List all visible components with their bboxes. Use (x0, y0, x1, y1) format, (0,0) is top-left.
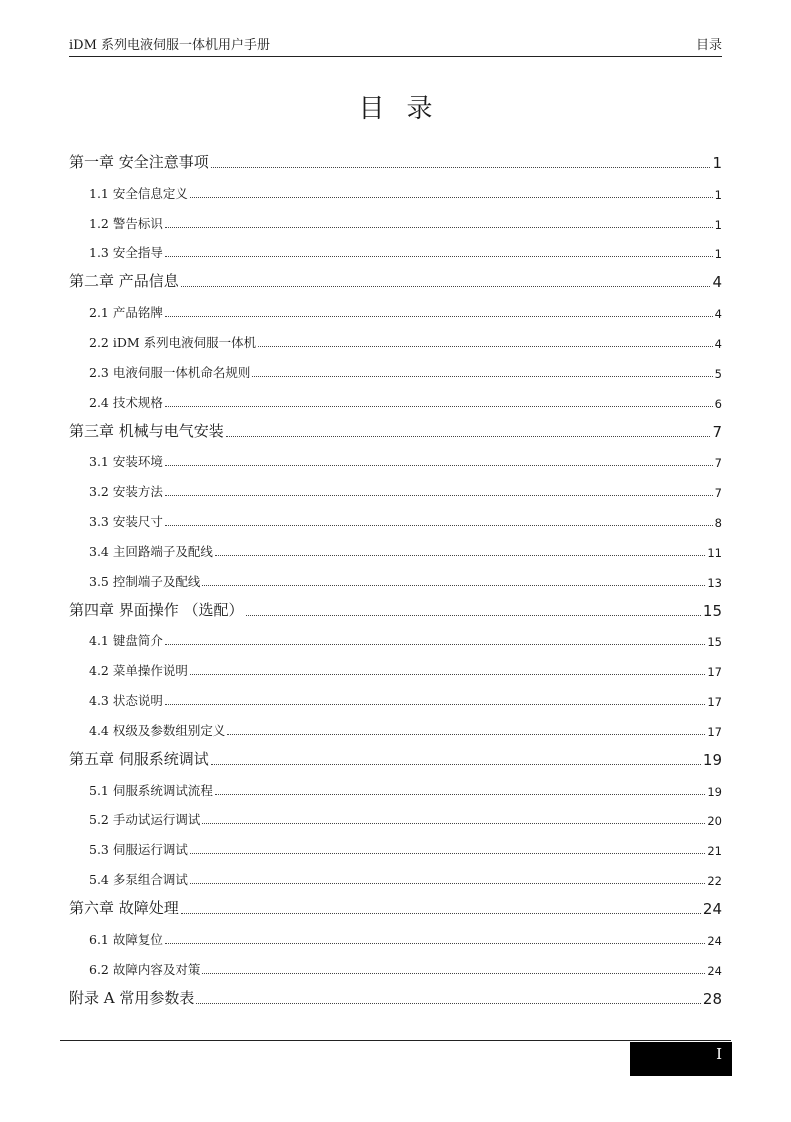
toc-section-entry[interactable] (69, 357, 722, 387)
toc-entry-page: 4 (714, 307, 722, 322)
toc-entry-label: 1.1 安全信息定义 (89, 185, 188, 201)
dot-leader (252, 375, 712, 377)
toc-entry-label: 1.3 安全指导 (89, 245, 163, 261)
dot-leader (202, 584, 705, 586)
toc-entry-label: 4.3 状态说明 (89, 692, 163, 708)
toc-section-entry[interactable] (69, 536, 722, 566)
dot-leader (165, 464, 713, 466)
toc-entry-page: 1 (714, 187, 722, 202)
toc-chapter-entry[interactable] (69, 148, 722, 178)
toc-entry-page: 1 (714, 247, 722, 262)
toc-entry-page: 1 (714, 217, 722, 232)
toc-entry-label: 3.3 安装尺寸 (89, 513, 163, 529)
toc-entry-label: 2.1 产品铭牌 (89, 305, 163, 321)
toc-entry-label: 5.2 手动试运行调试 (89, 812, 201, 828)
toc-entry-page: 19 (702, 750, 722, 769)
toc-entry-page: 4 (714, 336, 722, 351)
dot-leader (211, 763, 701, 765)
toc-entry-label: 6.1 故障复位 (89, 931, 163, 947)
toc-entry-page: 7 (714, 486, 722, 501)
header-doc-title: iDM 系列电液伺服一体机用户手册 (69, 38, 271, 53)
page-number: I (716, 1045, 722, 1063)
toc-section-entry[interactable] (69, 327, 722, 357)
dot-leader (215, 793, 706, 795)
toc-entry-label: 第五章 伺服系统调试 (69, 749, 209, 768)
toc-section-entry[interactable] (69, 954, 722, 984)
toc-section-entry[interactable] (69, 238, 722, 268)
toc-entry-label: 第四章 界面操作 （选配） (69, 600, 244, 619)
toc-entry-page: 28 (702, 989, 722, 1008)
toc-entry-label: 6.2 故障内容及对策 (89, 961, 201, 977)
toc-entry-page: 24 (707, 963, 722, 978)
footer-divider (60, 1040, 731, 1041)
table-of-contents (69, 148, 722, 1014)
toc-section-entry[interactable] (69, 685, 722, 715)
dot-leader (202, 972, 705, 974)
toc-entry-page: 8 (714, 515, 722, 530)
toc-entry-label: 附录 A 常用参数表 (69, 988, 195, 1007)
toc-entry-page: 17 (707, 724, 722, 739)
toc-entry-page: 7 (714, 456, 722, 471)
toc-entry-page: 15 (702, 601, 722, 620)
toc-entry-label: 2.2 iDM 系列电液伺服一体机 (89, 334, 257, 350)
toc-entry-page: 7 (712, 422, 722, 441)
toc-section-entry[interactable] (69, 506, 722, 536)
dot-leader (165, 643, 706, 645)
dot-leader (181, 285, 711, 287)
toc-entry-label: 2.3 电液伺服一体机命名规则 (89, 364, 251, 380)
dot-leader (165, 405, 713, 407)
toc-entry-label: 4.2 菜单操作说明 (89, 663, 188, 679)
dot-leader (190, 196, 713, 198)
toc-section-entry[interactable] (69, 208, 722, 238)
toc-section-entry[interactable] (69, 178, 722, 208)
toc-section-entry[interactable] (69, 924, 722, 954)
toc-section-entry[interactable] (69, 566, 722, 596)
toc-section-entry[interactable] (69, 864, 722, 894)
page-title: 目录 (358, 94, 455, 124)
toc-entry-label: 5.3 伺服运行调试 (89, 842, 188, 858)
toc-chapter-entry[interactable] (69, 984, 722, 1014)
toc-entry-page: 1 (712, 154, 722, 172)
toc-entry-label: 第一章 安全注意事项 (69, 153, 209, 171)
dot-leader (215, 554, 706, 556)
dot-leader (165, 255, 713, 257)
toc-entry-page: 24 (707, 933, 722, 948)
dot-leader (190, 882, 706, 884)
toc-entry-page: 4 (712, 273, 722, 292)
dot-leader (165, 703, 706, 705)
dot-leader (190, 852, 706, 854)
dot-leader (165, 942, 706, 944)
toc-entry-page: 17 (707, 694, 722, 709)
toc-chapter-entry[interactable] (69, 596, 722, 626)
toc-section-entry[interactable] (69, 626, 722, 656)
toc-section-entry[interactable] (69, 715, 722, 745)
toc-entry-label: 第六章 故障处理 (69, 898, 179, 917)
toc-entry-label: 3.2 安装方法 (89, 484, 163, 500)
toc-entry-label: 3.5 控制端子及配线 (89, 573, 201, 589)
page-number-box (630, 1042, 732, 1076)
dot-leader (165, 315, 713, 317)
toc-entry-page: 13 (707, 575, 722, 590)
toc-entry-page: 21 (707, 844, 722, 859)
toc-entry-page: 24 (702, 899, 722, 918)
dot-leader (227, 733, 705, 735)
toc-entry-page: 17 (707, 665, 722, 680)
toc-section-entry[interactable] (69, 447, 722, 477)
toc-entry-page: 6 (714, 396, 722, 411)
dot-leader (165, 524, 713, 526)
dot-leader (190, 673, 706, 675)
toc-section-entry[interactable] (69, 775, 722, 805)
toc-entry-label: 5.4 多泵组合调试 (89, 871, 188, 887)
toc-entry-page: 11 (707, 545, 722, 560)
toc-entry-label: 4.1 键盘简介 (89, 633, 163, 649)
toc-section-entry[interactable] (69, 476, 722, 506)
dot-leader (226, 435, 711, 437)
toc-entry-label: 1.2 警告标识 (89, 215, 163, 231)
dot-leader (258, 345, 713, 347)
toc-section-entry[interactable] (69, 834, 722, 864)
header-section-title: 目录 (695, 38, 722, 53)
toc-section-entry[interactable] (69, 387, 722, 417)
dot-leader (246, 614, 701, 616)
toc-entry-label: 4.4 权级及参数组别定义 (89, 722, 226, 738)
dot-leader (211, 166, 711, 168)
toc-entry-label: 第二章 产品信息 (69, 272, 179, 291)
dot-leader (165, 226, 713, 228)
dot-leader (165, 494, 713, 496)
toc-chapter-entry[interactable] (69, 267, 722, 297)
toc-entry-page: 19 (707, 784, 722, 799)
toc-chapter-entry[interactable] (69, 417, 722, 447)
page-header (69, 36, 722, 57)
toc-entry-label: 第三章 机械与电气安装 (69, 421, 224, 440)
dot-leader (202, 822, 705, 824)
toc-section-entry[interactable] (69, 655, 722, 685)
toc-entry-page: 20 (707, 814, 722, 829)
toc-entry-page: 22 (707, 873, 722, 888)
toc-entry-label: 5.1 伺服系统调试流程 (89, 782, 213, 798)
toc-section-entry[interactable] (69, 297, 722, 327)
dot-leader (181, 912, 701, 914)
toc-entry-label: 3.1 安装环境 (89, 454, 163, 470)
toc-section-entry[interactable] (69, 805, 722, 835)
toc-chapter-entry[interactable] (69, 745, 722, 775)
toc-entry-page: 15 (707, 635, 722, 650)
toc-entry-label: 3.4 主回路端子及配线 (89, 543, 213, 559)
toc-chapter-entry[interactable] (69, 894, 722, 924)
dot-leader (196, 1002, 701, 1004)
toc-entry-label: 2.4 技术规格 (89, 394, 163, 410)
toc-entry-page: 5 (714, 366, 722, 381)
